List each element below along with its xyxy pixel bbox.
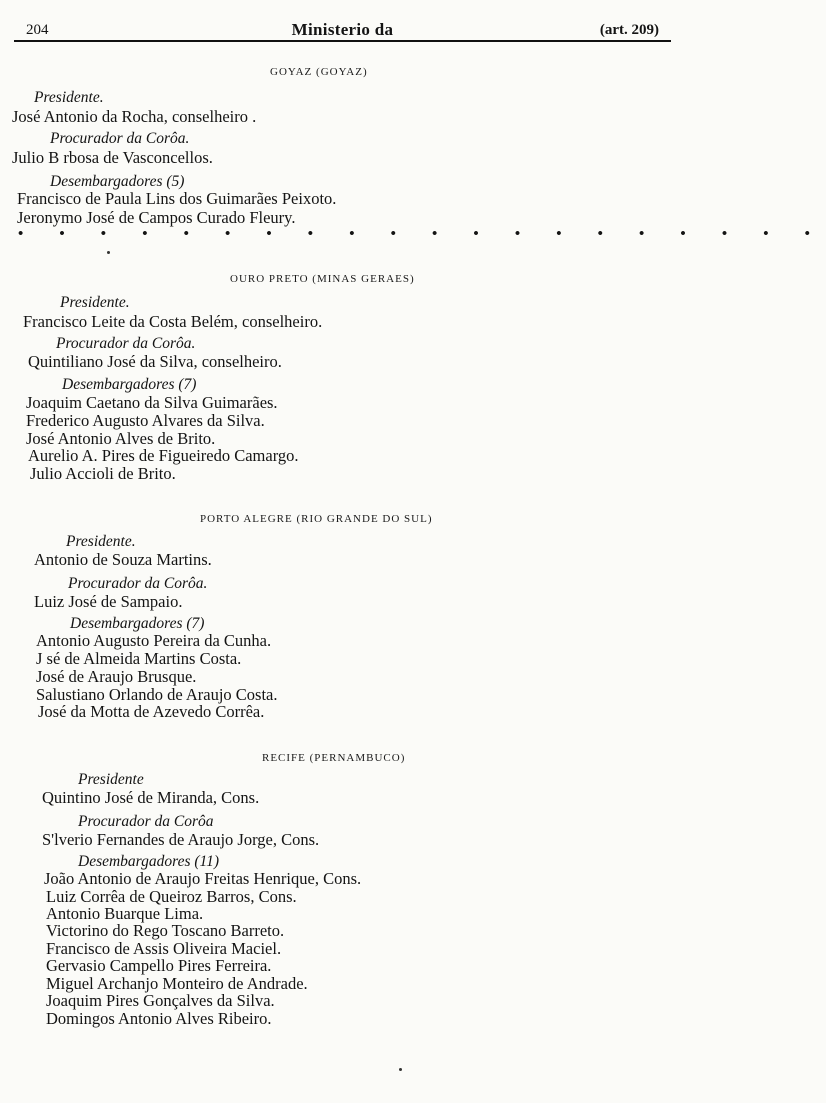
desembargador-name: Frederico Augusto Alvares da Silva. bbox=[26, 411, 265, 430]
desembargador-name: Victorino do Rego Toscano Barreto. bbox=[46, 921, 285, 940]
desembargador-name: Aurelio A. Pires de Figueiredo Camargo. bbox=[28, 446, 299, 465]
role-desembargadores: Desembargadores (5) bbox=[50, 173, 185, 190]
procurador-name: Quintiliano José da Silva, conselheiro. bbox=[28, 352, 282, 371]
desembargador-name: Antonio Augusto Pereira da Cunha. bbox=[36, 631, 272, 650]
role-procurador: Procurador da Corôa. bbox=[56, 335, 196, 352]
role-procurador: Procurador da Corôa. bbox=[50, 130, 190, 147]
role-desembargadores: Desembargadores (7) bbox=[70, 615, 205, 632]
ink-speck bbox=[399, 1068, 402, 1071]
article-reference: (art. 209) bbox=[599, 22, 659, 38]
desembargador-name: José da Motta de Azevedo Corrêa. bbox=[38, 702, 265, 721]
desembargador-name: Domingos Antonio Alves Ribeiro. bbox=[46, 1009, 272, 1028]
ellipsis-dots: • • • • • • • • • • • • • • • • • • • • bbox=[18, 226, 826, 242]
running-title: Ministerio da bbox=[291, 20, 394, 39]
presidente-name: José Antonio da Rocha, conselheiro . bbox=[12, 107, 257, 126]
role-procurador: Procurador da Corôa. bbox=[68, 575, 208, 592]
desembargador-name: Joaquim Caetano da Silva Guimarães. bbox=[26, 393, 278, 412]
procurador-name: Luiz José de Sampaio. bbox=[34, 592, 183, 611]
role-procurador: Procurador da Corôa bbox=[78, 813, 214, 830]
desembargador-name: Antonio Buarque Lima. bbox=[46, 904, 204, 923]
role-desembargadores: Desembargadores (11) bbox=[78, 853, 220, 870]
desembargador-name: J sé de Almeida Martins Costa. bbox=[36, 649, 242, 668]
desembargador-name: Francisco de Assis Oliveira Maciel. bbox=[46, 939, 282, 958]
role-presidente: Presidente. bbox=[60, 294, 130, 311]
section-title-recife: RECIFE (PERNAMBUCO) bbox=[262, 752, 406, 764]
ink-speck bbox=[107, 251, 110, 254]
desembargador-name: Julio Accioli de Brito. bbox=[30, 464, 176, 483]
desembargador-name: José Antonio Alves de Brito. bbox=[26, 429, 216, 448]
desembargador-name: Jeronymo José de Campos Curado Fleury. bbox=[17, 208, 296, 227]
role-desembargadores: Desembargadores (7) bbox=[62, 376, 197, 393]
page-number: 204 bbox=[26, 22, 49, 38]
desembargador-name: Joaquim Pires Gonçalves da Silva. bbox=[46, 991, 275, 1010]
desembargador-name: Miguel Archanjo Monteiro de Andrade. bbox=[46, 974, 308, 993]
presidente-name: Antonio de Souza Martins. bbox=[34, 550, 212, 569]
desembargador-name: José de Araujo Brusque. bbox=[36, 667, 197, 686]
desembargador-name: Salustiano Orlando de Araujo Costa. bbox=[36, 685, 278, 704]
desembargador-name: Gervasio Campello Pires Ferreira. bbox=[46, 956, 272, 975]
header-rule bbox=[14, 40, 671, 42]
role-presidente: Presidente. bbox=[34, 89, 104, 106]
procurador-name: S'lverio Fernandes de Araujo Jorge, Cons. bbox=[42, 830, 320, 849]
role-presidente: Presidente bbox=[78, 771, 144, 788]
desembargador-name: Luiz Corrêa de Queiroz Barros, Cons. bbox=[46, 887, 297, 906]
procurador-name: Julio B rbosa de Vasconcellos. bbox=[12, 148, 213, 167]
section-title-ouro-preto: OURO PRETO (MINAS GERAES) bbox=[230, 273, 415, 285]
desembargador-name: Francisco de Paula Lins dos Guimarães Peixoto. bbox=[17, 189, 337, 208]
desembargador-name: João Antonio de Araujo Freitas Henrique, Cons. bbox=[44, 869, 362, 888]
section-title-goyaz: GOYAZ (GOYAZ) bbox=[270, 66, 368, 78]
presidente-name: Francisco Leite da Costa Belém, conselheiro. bbox=[23, 312, 323, 331]
presidente-name: Quintino José de Miranda, Cons. bbox=[42, 788, 260, 807]
role-presidente: Presidente. bbox=[66, 533, 136, 550]
section-title-porto-alegre: PORTO ALEGRE (RIO GRANDE DO SUL) bbox=[200, 513, 433, 525]
